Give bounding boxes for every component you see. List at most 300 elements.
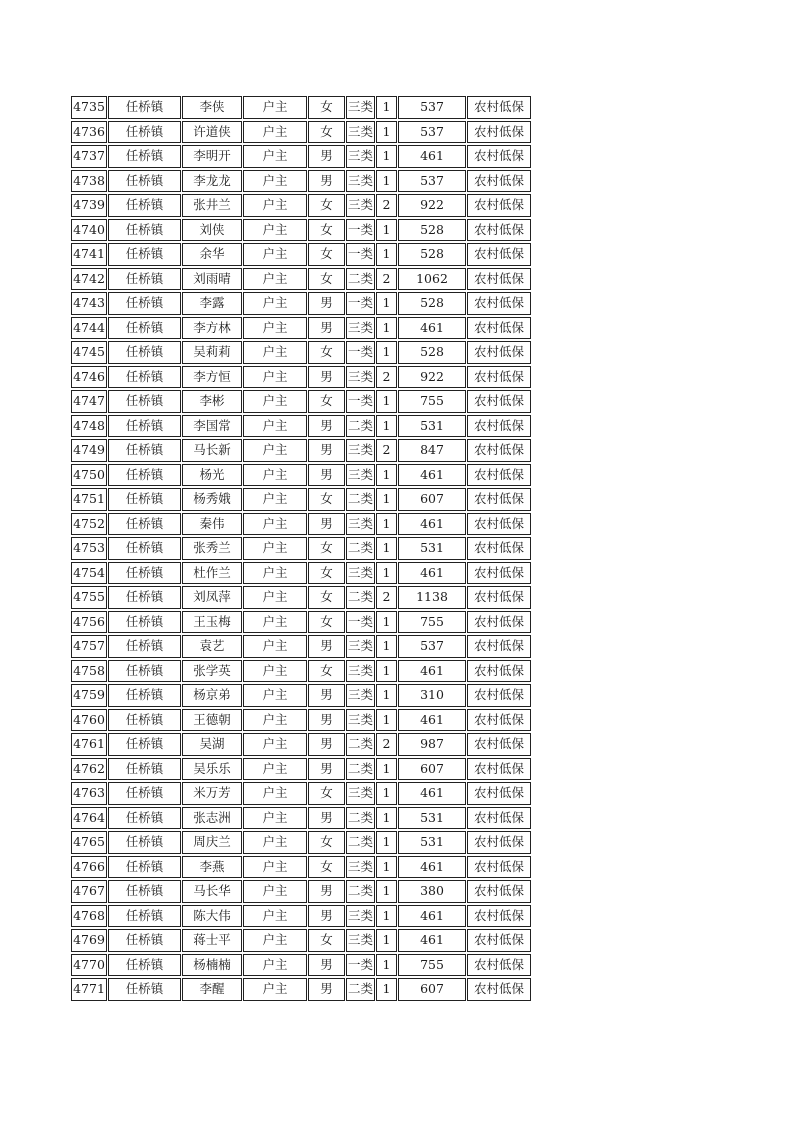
cell-serial-number: 4770: [71, 954, 107, 977]
cell-benefit-type: 农村低保: [467, 268, 531, 291]
cell-amount: 461: [398, 317, 466, 340]
table-row: [71, 856, 531, 879]
cell-person-count: 1: [376, 145, 397, 168]
cell-name: 李龙龙: [182, 170, 242, 193]
cell-person-count: 1: [376, 807, 397, 830]
cell-serial-number: 4768: [71, 905, 107, 928]
cell-gender: 女: [308, 194, 345, 217]
cell-serial-number: 4752: [71, 513, 107, 536]
cell-household-relation: 户主: [243, 586, 307, 609]
table-row: [71, 439, 531, 462]
cell-household-relation: 户主: [243, 96, 307, 119]
cell-name: 李方林: [182, 317, 242, 340]
cell-gender: 男: [308, 978, 345, 1001]
cell-category: 三类: [346, 194, 375, 217]
cell-gender: 男: [308, 807, 345, 830]
cell-name: 张志洲: [182, 807, 242, 830]
table-row: [71, 415, 531, 438]
cell-household-relation: 户主: [243, 170, 307, 193]
cell-benefit-type: 农村低保: [467, 366, 531, 389]
table-row: [71, 635, 531, 658]
cell-person-count: 1: [376, 341, 397, 364]
table-row: [71, 733, 531, 756]
cell-gender: 女: [308, 660, 345, 683]
cell-gender: 男: [308, 880, 345, 903]
cell-serial-number: 4756: [71, 611, 107, 634]
table-row: [71, 194, 531, 217]
cell-serial-number: 4754: [71, 562, 107, 585]
cell-gender: 女: [308, 243, 345, 266]
cell-benefit-type: 农村低保: [467, 219, 531, 242]
cell-person-count: 1: [376, 929, 397, 952]
cell-amount: 528: [398, 219, 466, 242]
benefit-table-body: [71, 96, 531, 1001]
cell-name: 李方恒: [182, 366, 242, 389]
table-row: [71, 586, 531, 609]
cell-gender: 男: [308, 439, 345, 462]
cell-amount: 755: [398, 390, 466, 413]
cell-serial-number: 4741: [71, 243, 107, 266]
cell-amount: 461: [398, 905, 466, 928]
cell-name: 刘凤萍: [182, 586, 242, 609]
cell-town: 任桥镇: [108, 660, 181, 683]
cell-amount: 987: [398, 733, 466, 756]
cell-serial-number: 4738: [71, 170, 107, 193]
rural-subsistence-allowance-table: [70, 94, 532, 1003]
cell-name: 杜作兰: [182, 562, 242, 585]
cell-amount: 607: [398, 978, 466, 1001]
cell-name: 王德朝: [182, 709, 242, 732]
table-row: [71, 317, 531, 340]
cell-gender: 女: [308, 121, 345, 144]
cell-town: 任桥镇: [108, 684, 181, 707]
cell-person-count: 1: [376, 660, 397, 683]
cell-town: 任桥镇: [108, 121, 181, 144]
cell-serial-number: 4763: [71, 782, 107, 805]
cell-household-relation: 户主: [243, 268, 307, 291]
cell-serial-number: 4751: [71, 488, 107, 511]
cell-amount: 380: [398, 880, 466, 903]
table-row: [71, 807, 531, 830]
cell-category: 三类: [346, 464, 375, 487]
cell-gender: 男: [308, 170, 345, 193]
cell-serial-number: 4747: [71, 390, 107, 413]
cell-town: 任桥镇: [108, 439, 181, 462]
cell-town: 任桥镇: [108, 366, 181, 389]
cell-household-relation: 户主: [243, 390, 307, 413]
table-row: [71, 219, 531, 242]
cell-household-relation: 户主: [243, 978, 307, 1001]
cell-amount: 607: [398, 758, 466, 781]
cell-town: 任桥镇: [108, 709, 181, 732]
cell-category: 三类: [346, 660, 375, 683]
cell-amount: 461: [398, 145, 466, 168]
cell-serial-number: 4748: [71, 415, 107, 438]
cell-household-relation: 户主: [243, 513, 307, 536]
cell-town: 任桥镇: [108, 219, 181, 242]
cell-name: 吴乐乐: [182, 758, 242, 781]
cell-category: 一类: [346, 341, 375, 364]
cell-benefit-type: 农村低保: [467, 856, 531, 879]
table-row: [71, 611, 531, 634]
cell-town: 任桥镇: [108, 856, 181, 879]
cell-town: 任桥镇: [108, 415, 181, 438]
cell-serial-number: 4746: [71, 366, 107, 389]
cell-person-count: 1: [376, 856, 397, 879]
cell-benefit-type: 农村低保: [467, 758, 531, 781]
cell-benefit-type: 农村低保: [467, 317, 531, 340]
cell-amount: 461: [398, 660, 466, 683]
cell-benefit-type: 农村低保: [467, 586, 531, 609]
cell-town: 任桥镇: [108, 831, 181, 854]
cell-person-count: 1: [376, 782, 397, 805]
cell-town: 任桥镇: [108, 194, 181, 217]
cell-household-relation: 户主: [243, 194, 307, 217]
cell-household-relation: 户主: [243, 758, 307, 781]
cell-household-relation: 户主: [243, 121, 307, 144]
cell-name: 张井兰: [182, 194, 242, 217]
cell-name: 李侠: [182, 96, 242, 119]
cell-gender: 女: [308, 782, 345, 805]
cell-gender: 女: [308, 856, 345, 879]
cell-household-relation: 户主: [243, 562, 307, 585]
cell-person-count: 1: [376, 709, 397, 732]
cell-name: 张秀兰: [182, 537, 242, 560]
cell-category: 一类: [346, 292, 375, 315]
cell-town: 任桥镇: [108, 586, 181, 609]
cell-name: 刘侠: [182, 219, 242, 242]
cell-town: 任桥镇: [108, 635, 181, 658]
cell-household-relation: 户主: [243, 439, 307, 462]
cell-category: 三类: [346, 905, 375, 928]
cell-town: 任桥镇: [108, 537, 181, 560]
cell-benefit-type: 农村低保: [467, 831, 531, 854]
cell-amount: 310: [398, 684, 466, 707]
cell-gender: 男: [308, 317, 345, 340]
cell-household-relation: 户主: [243, 366, 307, 389]
cell-town: 任桥镇: [108, 513, 181, 536]
cell-amount: 531: [398, 537, 466, 560]
cell-benefit-type: 农村低保: [467, 243, 531, 266]
cell-category: 三类: [346, 782, 375, 805]
cell-serial-number: 4764: [71, 807, 107, 830]
cell-gender: 女: [308, 831, 345, 854]
cell-category: 二类: [346, 880, 375, 903]
cell-name: 杨楠楠: [182, 954, 242, 977]
cell-gender: 女: [308, 562, 345, 585]
cell-benefit-type: 农村低保: [467, 807, 531, 830]
cell-amount: 528: [398, 243, 466, 266]
cell-person-count: 1: [376, 121, 397, 144]
table-row: [71, 880, 531, 903]
table-row: [71, 758, 531, 781]
cell-category: 三类: [346, 317, 375, 340]
cell-name: 杨秀娥: [182, 488, 242, 511]
cell-name: 杨光: [182, 464, 242, 487]
cell-benefit-type: 农村低保: [467, 660, 531, 683]
cell-amount: 922: [398, 366, 466, 389]
cell-town: 任桥镇: [108, 268, 181, 291]
cell-name: 许道侠: [182, 121, 242, 144]
cell-amount: 528: [398, 292, 466, 315]
cell-amount: 528: [398, 341, 466, 364]
cell-gender: 男: [308, 709, 345, 732]
cell-category: 三类: [346, 366, 375, 389]
cell-name: 李国常: [182, 415, 242, 438]
cell-household-relation: 户主: [243, 929, 307, 952]
cell-gender: 男: [308, 733, 345, 756]
cell-household-relation: 户主: [243, 243, 307, 266]
table-row: [71, 513, 531, 536]
cell-household-relation: 户主: [243, 219, 307, 242]
cell-serial-number: 4744: [71, 317, 107, 340]
cell-benefit-type: 农村低保: [467, 684, 531, 707]
cell-category: 三类: [346, 635, 375, 658]
table-row: [71, 905, 531, 928]
cell-amount: 1062: [398, 268, 466, 291]
cell-category: 二类: [346, 415, 375, 438]
cell-amount: 755: [398, 611, 466, 634]
cell-category: 一类: [346, 219, 375, 242]
cell-amount: 847: [398, 439, 466, 462]
cell-town: 任桥镇: [108, 317, 181, 340]
cell-serial-number: 4757: [71, 635, 107, 658]
table-row: [71, 145, 531, 168]
cell-category: 三类: [346, 96, 375, 119]
table-row: [71, 464, 531, 487]
cell-amount: 531: [398, 415, 466, 438]
cell-name: 李明开: [182, 145, 242, 168]
cell-amount: 461: [398, 562, 466, 585]
cell-name: 杨京弟: [182, 684, 242, 707]
cell-category: 二类: [346, 978, 375, 1001]
cell-gender: 男: [308, 758, 345, 781]
cell-name: 袁艺: [182, 635, 242, 658]
cell-benefit-type: 农村低保: [467, 513, 531, 536]
table-row: [71, 268, 531, 291]
cell-gender: 男: [308, 905, 345, 928]
cell-name: 吴湖: [182, 733, 242, 756]
cell-town: 任桥镇: [108, 170, 181, 193]
cell-gender: 女: [308, 341, 345, 364]
cell-town: 任桥镇: [108, 145, 181, 168]
cell-serial-number: 4759: [71, 684, 107, 707]
cell-person-count: 1: [376, 562, 397, 585]
cell-household-relation: 户主: [243, 341, 307, 364]
cell-benefit-type: 农村低保: [467, 537, 531, 560]
cell-gender: 男: [308, 684, 345, 707]
cell-amount: 461: [398, 464, 466, 487]
cell-amount: 537: [398, 170, 466, 193]
cell-serial-number: 4739: [71, 194, 107, 217]
cell-gender: 男: [308, 635, 345, 658]
cell-serial-number: 4765: [71, 831, 107, 854]
table-row: [71, 831, 531, 854]
cell-category: 三类: [346, 121, 375, 144]
cell-serial-number: 4758: [71, 660, 107, 683]
cell-person-count: 1: [376, 513, 397, 536]
cell-category: 二类: [346, 807, 375, 830]
cell-serial-number: 4766: [71, 856, 107, 879]
cell-gender: 男: [308, 145, 345, 168]
cell-name: 米万芳: [182, 782, 242, 805]
cell-name: 李露: [182, 292, 242, 315]
cell-gender: 女: [308, 488, 345, 511]
cell-benefit-type: 农村低保: [467, 880, 531, 903]
cell-household-relation: 户主: [243, 660, 307, 683]
cell-gender: 女: [308, 219, 345, 242]
cell-person-count: 1: [376, 390, 397, 413]
cell-household-relation: 户主: [243, 709, 307, 732]
cell-town: 任桥镇: [108, 978, 181, 1001]
cell-benefit-type: 农村低保: [467, 488, 531, 511]
table-row: [71, 366, 531, 389]
cell-person-count: 1: [376, 880, 397, 903]
cell-town: 任桥镇: [108, 390, 181, 413]
cell-category: 一类: [346, 611, 375, 634]
cell-serial-number: 4740: [71, 219, 107, 242]
cell-person-count: 1: [376, 96, 397, 119]
cell-town: 任桥镇: [108, 880, 181, 903]
table-row: [71, 954, 531, 977]
table-row: [71, 390, 531, 413]
cell-person-count: 2: [376, 366, 397, 389]
cell-benefit-type: 农村低保: [467, 611, 531, 634]
cell-serial-number: 4743: [71, 292, 107, 315]
cell-benefit-type: 农村低保: [467, 170, 531, 193]
cell-benefit-type: 农村低保: [467, 96, 531, 119]
cell-amount: 537: [398, 121, 466, 144]
cell-gender: 女: [308, 537, 345, 560]
cell-household-relation: 户主: [243, 807, 307, 830]
table-row: [71, 537, 531, 560]
cell-household-relation: 户主: [243, 464, 307, 487]
cell-person-count: 1: [376, 317, 397, 340]
cell-person-count: 1: [376, 415, 397, 438]
cell-person-count: 1: [376, 831, 397, 854]
cell-name: 李醒: [182, 978, 242, 1001]
table-row: [71, 684, 531, 707]
cell-town: 任桥镇: [108, 243, 181, 266]
cell-household-relation: 户主: [243, 415, 307, 438]
cell-category: 三类: [346, 856, 375, 879]
cell-benefit-type: 农村低保: [467, 733, 531, 756]
cell-amount: 461: [398, 782, 466, 805]
cell-benefit-type: 农村低保: [467, 978, 531, 1001]
cell-benefit-type: 农村低保: [467, 954, 531, 977]
cell-benefit-type: 农村低保: [467, 905, 531, 928]
cell-person-count: 1: [376, 611, 397, 634]
cell-person-count: 1: [376, 464, 397, 487]
cell-amount: 537: [398, 96, 466, 119]
cell-serial-number: 4745: [71, 341, 107, 364]
cell-category: 一类: [346, 954, 375, 977]
table-row: [71, 782, 531, 805]
cell-serial-number: 4767: [71, 880, 107, 903]
cell-person-count: 2: [376, 268, 397, 291]
table-row: [71, 121, 531, 144]
cell-gender: 男: [308, 513, 345, 536]
cell-name: 马长华: [182, 880, 242, 903]
cell-category: 三类: [346, 562, 375, 585]
cell-name: 王玉梅: [182, 611, 242, 634]
cell-gender: 女: [308, 96, 345, 119]
cell-serial-number: 4769: [71, 929, 107, 952]
table-row: [71, 929, 531, 952]
cell-name: 秦伟: [182, 513, 242, 536]
table-row: [71, 488, 531, 511]
cell-benefit-type: 农村低保: [467, 635, 531, 658]
cell-person-count: 1: [376, 635, 397, 658]
cell-household-relation: 户主: [243, 782, 307, 805]
cell-serial-number: 4761: [71, 733, 107, 756]
cell-gender: 男: [308, 954, 345, 977]
cell-town: 任桥镇: [108, 488, 181, 511]
cell-amount: 461: [398, 709, 466, 732]
cell-benefit-type: 农村低保: [467, 782, 531, 805]
cell-person-count: 1: [376, 954, 397, 977]
cell-benefit-type: 农村低保: [467, 341, 531, 364]
table-row: [71, 562, 531, 585]
cell-amount: 531: [398, 807, 466, 830]
cell-town: 任桥镇: [108, 758, 181, 781]
cell-category: 二类: [346, 537, 375, 560]
cell-amount: 922: [398, 194, 466, 217]
cell-amount: 755: [398, 954, 466, 977]
cell-gender: 女: [308, 268, 345, 291]
table-row: [71, 341, 531, 364]
cell-household-relation: 户主: [243, 292, 307, 315]
table-row: [71, 243, 531, 266]
table-row: [71, 96, 531, 119]
cell-household-relation: 户主: [243, 611, 307, 634]
cell-serial-number: 4742: [71, 268, 107, 291]
cell-household-relation: 户主: [243, 684, 307, 707]
cell-household-relation: 户主: [243, 635, 307, 658]
cell-gender: 女: [308, 611, 345, 634]
cell-gender: 男: [308, 464, 345, 487]
cell-household-relation: 户主: [243, 145, 307, 168]
cell-category: 三类: [346, 684, 375, 707]
cell-name: 周庆兰: [182, 831, 242, 854]
cell-category: 二类: [346, 268, 375, 291]
cell-person-count: 1: [376, 758, 397, 781]
cell-serial-number: 4749: [71, 439, 107, 462]
cell-name: 李彬: [182, 390, 242, 413]
cell-benefit-type: 农村低保: [467, 121, 531, 144]
cell-amount: 461: [398, 929, 466, 952]
cell-category: 三类: [346, 145, 375, 168]
cell-person-count: 1: [376, 170, 397, 193]
cell-amount: 1138: [398, 586, 466, 609]
cell-gender: 女: [308, 390, 345, 413]
cell-household-relation: 户主: [243, 880, 307, 903]
cell-name: 吴莉莉: [182, 341, 242, 364]
cell-benefit-type: 农村低保: [467, 415, 531, 438]
cell-household-relation: 户主: [243, 905, 307, 928]
cell-benefit-type: 农村低保: [467, 145, 531, 168]
cell-category: 一类: [346, 390, 375, 413]
cell-category: 三类: [346, 709, 375, 732]
cell-person-count: 1: [376, 537, 397, 560]
cell-serial-number: 4771: [71, 978, 107, 1001]
cell-gender: 男: [308, 366, 345, 389]
cell-benefit-type: 农村低保: [467, 464, 531, 487]
cell-town: 任桥镇: [108, 611, 181, 634]
cell-person-count: 1: [376, 292, 397, 315]
cell-town: 任桥镇: [108, 341, 181, 364]
cell-category: 一类: [346, 243, 375, 266]
